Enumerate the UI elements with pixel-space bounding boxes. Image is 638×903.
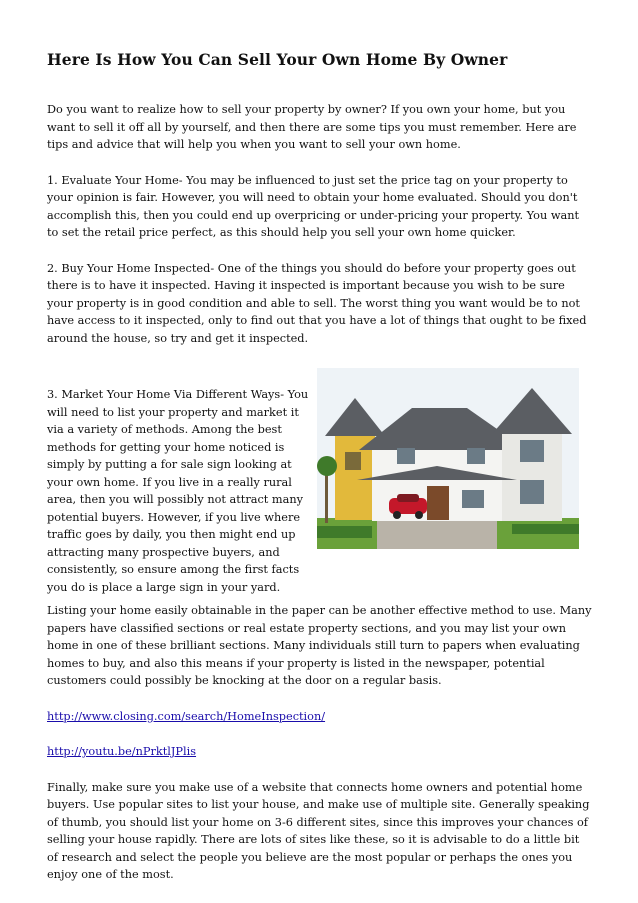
car-window [397,494,419,502]
hedge [317,526,372,538]
link-2-line [47,743,592,761]
palm-trunk [325,468,328,523]
tip-1-paragraph: 1. Evaluate Your Home- You may be influenced to just set the price tag on your property to your opinion is fair. However, you will need to obtain your home evaluated. Should you don't accomplish this, then you could end up overpricing or under-pricing your property. You want to set the retail price perfect, as this should help you sell your own home quicker. [47,173,580,239]
right-window-upper [520,440,544,462]
door [427,486,449,520]
hedge-right [512,524,579,534]
driveway [377,520,497,549]
car-wheel-2 [415,511,423,519]
window-lower-1 [462,490,484,508]
youtube-link[interactable]: http://youtu.be/nPrktlJPlis [47,745,197,758]
house-photo [317,368,579,549]
tip-2-paragraph: 2. Buy Your Home Inspected- One of the things you should do before your property goes out there is to have it inspected. Having it inspected is important because you wish to be sure your property is in good condition and able to sell. The worst thing you want would be to not have access to it inspected, only to find out that you have a lot of things that ought to be fixed around the house, so try and get it inspected. [47,261,587,345]
yellow-window [345,452,361,470]
newspaper-paragraph: Listing your home easily obtainable in the paper can be another effective method to use. Many papers have classified sections or real estate property sections, and you may list your own home in one of these brilliant sections. Many individuals still turn to papers when evaluating homes to buy, and also this means if your property is listed in the newspaper, potential customers could possibly be knocking at the door on a regular basis. [47,604,592,687]
window-upper-2 [467,448,485,464]
palm-top [317,456,337,476]
final-paragraph: Finally, make sure you make use of a website that connects home owners and potential home buyers. Use popular sites to list your house, and make use of multiple site. Generally speaking of thumb, you should list your home on 3-6 different sites, since this improves your chances of selling your house rapidly. There are lots of sites like these, so it is advisable to do a little bit of research and select the people you believe are the most popular or perhaps the ones you enjoy one of the most. [47,780,590,881]
tip-3-paragraph: 3. Market Your Home Via Different Ways- You will need to list your property and market it via a variety of methods. Among the best methods for getting your home noticed is simply by putting a for sale sign looking at your own home. If you live in a really rural area, then you will possibly not attract many potential buyers. However, if you live where traffic goes by daily, you then might end up attracting many prospective buyers, and consistently, so ensure among the first facts you do is place a large sign in your yard. [47,388,309,594]
inspection-link[interactable]: http://www.closing.com/search/HomeInspection/ [47,709,326,723]
page-title: Here Is How You Can Sell Your Own Home By Owner [47,50,508,69]
link-1-line [47,708,592,726]
tip-3-with-image [47,372,592,594]
window-upper-1 [397,448,415,464]
intro-paragraph: Do you want to realize how to sell your property by owner? If you own your home, but you want to sell it off all by yourself, and then there are some tips you must remember. Here are tips and advice that will help you when you want to sell your own home. [47,103,577,151]
car-wheel-1 [393,511,401,519]
right-window-lower [520,480,544,504]
